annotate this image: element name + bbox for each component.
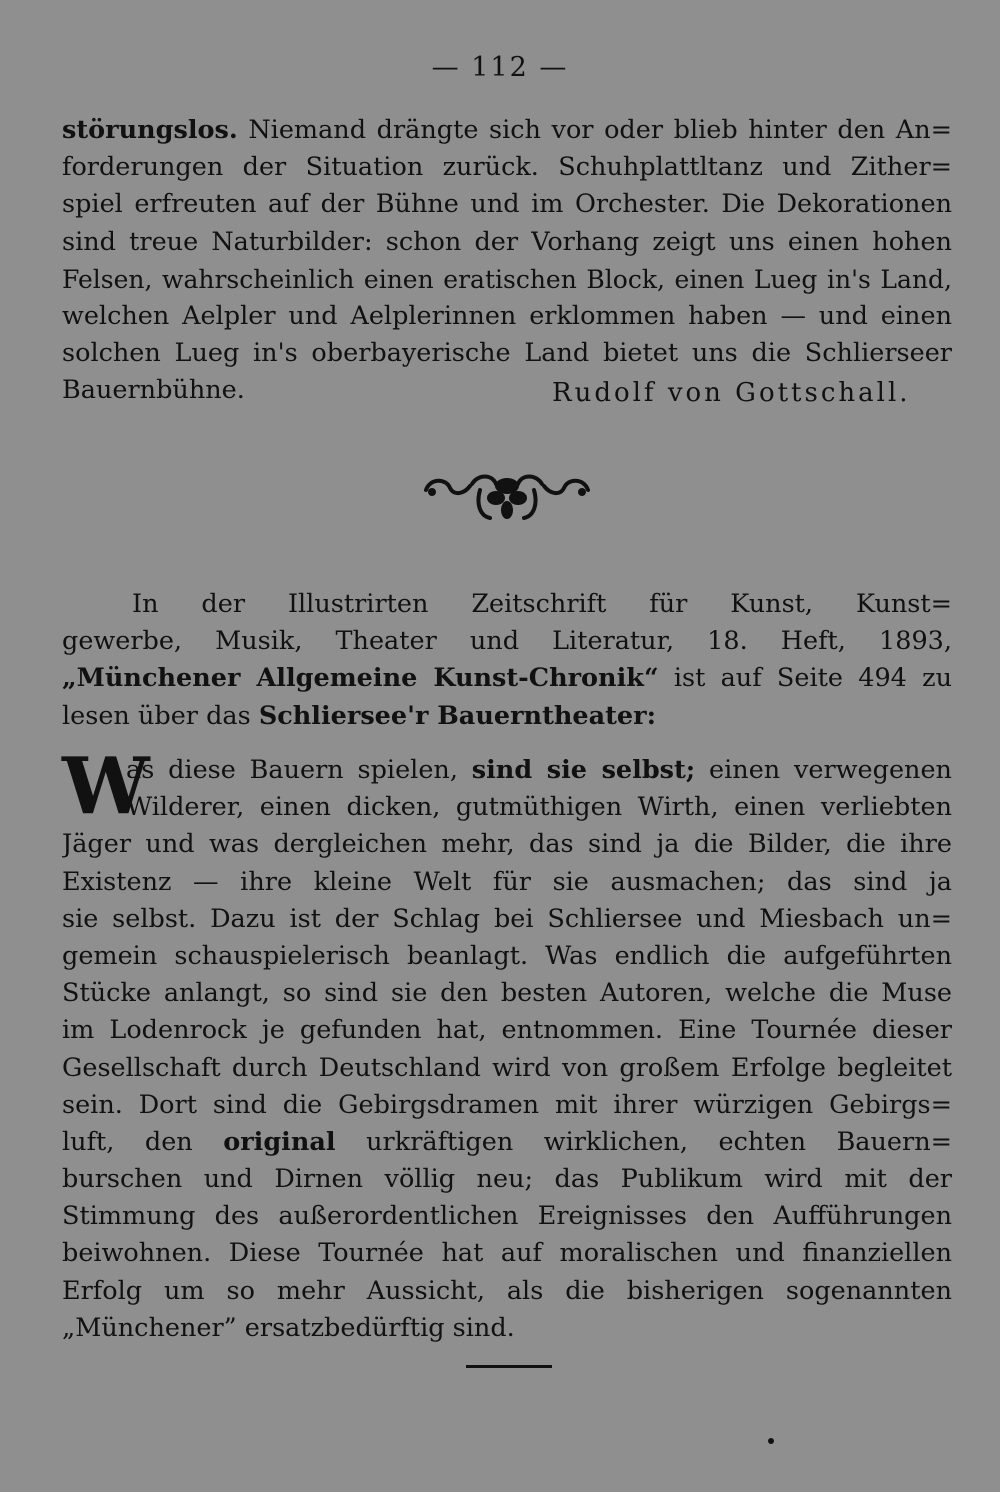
text-line: In der Illustrirten Zeitschrift für Kunst, Kunst= (132, 589, 952, 619)
author-signature: Rudolf von Gottschall. (552, 378, 911, 408)
ink-dot (768, 1438, 774, 1444)
text-line: sie selbst. Dazu ist der Schlag bei Schliersee und Miesbach un= (62, 903, 952, 934)
text-line: Erfolg um so mehr Aussicht, als die bisherigen sogenannten (62, 1275, 952, 1306)
text-line: solchen Lueg in's oberbayerische Land bietet uns die Schlierseer (62, 338, 952, 369)
paragraph-3 (62, 752, 952, 1347)
bold-text: original (223, 1126, 336, 1157)
text-line: Gesellschaft durch Deutschland wird von großem Erfolge begleitet (62, 1052, 952, 1083)
text-line (62, 112, 952, 149)
text-line: burschen und Dirnen völlig neu; das Publikum wird mit der (62, 1164, 952, 1195)
bold-text: „Münchener Allgemeine Kunst-Chronik“ (62, 663, 659, 694)
text-line (62, 660, 952, 697)
text-line: welchen Aelpler und Aelplerinnen erklommen haben — und einen (62, 300, 952, 331)
text-line: Stücke anlangt, so sind sie den besten Autoren, welche die Muse (62, 978, 952, 1009)
paragraph-1 (62, 112, 952, 410)
text-line: Jäger und was dergleichen mehr, das sind ja die Bilder, die ihre (62, 829, 952, 860)
text-line: sind treue Naturbilder: schon der Vorhang zeigt uns einen hohen (62, 226, 952, 257)
text-line: Felsen, wahrscheinlich einen eratischen Block, einen Lueg in's Land, (62, 264, 952, 294)
text-span: ist auf Seite 494 zu (658, 663, 952, 694)
bold-text: Schliersee'r Bauerntheater: (258, 700, 656, 731)
text-line: gewerbe, Musik, Theater und Literatur, 18. Heft, 1893, (62, 626, 952, 657)
text-line: Bauernbühne. (62, 375, 245, 406)
text-line: im Lodenrock je gefunden hat, entnommen. Eine Tournée dieser (62, 1015, 952, 1046)
text-line (62, 752, 952, 789)
page-number: — 112 — (431, 52, 569, 83)
closing-rule (466, 1365, 552, 1368)
text-line: forderungen der Situation zurück. Schuhplattltanz und Zither= (62, 152, 952, 183)
bold-text: sind sie selbst; (471, 755, 696, 785)
paragraph-2 (62, 586, 952, 735)
text-line: Stimmung des außerordentlichen Ereignisses den Aufführungen (62, 1201, 952, 1232)
text-span: urkräftigen wirklichen, echten Bauern= (335, 1126, 952, 1157)
text-span: as diese Bauern spielen, (126, 755, 472, 785)
text-line: beiwohnen. Diese Tournée hat auf moralischen und finanziellen (62, 1238, 952, 1269)
text-line: Wilderer, einen dicken, gutmüthigen Wirth, einen verliebten (126, 792, 952, 823)
text-line: Existenz — ihre kleine Welt für sie ausmachen; das sind ja (62, 866, 952, 897)
text-line: gemein schauspielerisch beanlagt. Was endlich die aufgeführten (62, 940, 952, 971)
text-span: luft, den (62, 1126, 224, 1157)
text-line: „Münchener” ersatzbedürftig sind. (62, 1312, 515, 1343)
bold-text: störungslos. (62, 115, 238, 145)
text-span: einen verwegenen (695, 755, 952, 785)
ornament-icon (420, 468, 594, 524)
text-span: Niemand drängte sich vor oder blieb hinter den An= (237, 115, 952, 145)
text-line: sein. Dort sind die Gebirgsdramen mit ihrer würzigen Gebirgs= (62, 1089, 952, 1120)
text-span: lesen über das (62, 700, 259, 731)
text-line (62, 1124, 952, 1161)
text-line: spiel erfreuten auf der Bühne und im Orchester. Die Dekorationen (62, 189, 952, 220)
text-line (62, 698, 952, 735)
drop-cap: W (62, 741, 150, 832)
